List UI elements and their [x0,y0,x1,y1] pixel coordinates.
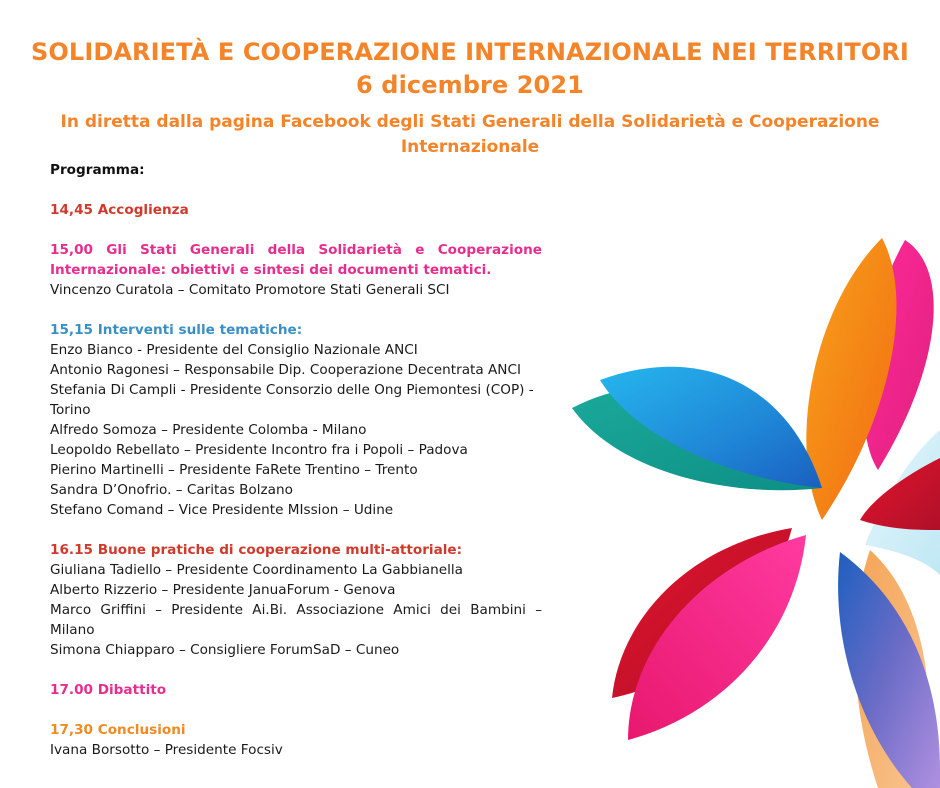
orange-top-petal [806,238,896,520]
speaker-line: Stefania Di Campli - Presidente Consorzio delle Ong Piemontesi (COP) - Torino [50,382,534,418]
speaker-line: Stefano Comand – Vice Presidente MIssion – Udine [50,502,394,518]
event-subtitle: In diretta dalla pagina Facebook degli Stati Generali della Solidarietà e Cooperazione Internazionale [60,112,880,157]
section-stati-generali [50,240,542,300]
speaker-line: Leopoldo Rebellato – Presidente Incontro fra i Popoli – Padova [50,442,468,458]
section-heading: 17.00 Dibattito [50,682,167,698]
speaker-line: Ivana Borsotto – Presidente Focsiv [50,742,283,758]
section-dibattito [50,680,542,700]
section-heading: 15,00 Gli Stati Generali della Solidarietà e Cooperazione Internazionale: obiettivi e sintesi dei documenti tematici. [50,242,542,278]
event-title: SOLIDARIETÀ E COOPERAZIONE INTERNAZIONALE NEI TERRITORI [31,38,909,66]
red-right-petal [860,458,940,530]
speaker-line: Antonio Ragonesi – Responsabile Dip. Cooperazione Decentrata ANCI [50,362,521,378]
speaker-line: Giuliana Tadiello – Presidente Coordinamento La Gabbianella [50,562,463,578]
program-label: Programma: [50,162,145,178]
speaker-line: Vincenzo Curatola – Comitato Promotore Stati Generali SCI [50,282,450,298]
program [50,160,542,780]
header [0,36,940,160]
speaker-line: Sandra D’Onofrio. – Caritas Bolzano [50,482,293,498]
speaker-line: Simona Chiapparo – Consigliere ForumSaD – Cuneo [50,642,400,658]
section-buone-pratiche [50,540,542,660]
section-accoglienza [50,200,542,220]
section-conclusioni [50,720,542,760]
section-heading: 15,15 Interventi sulle tematiche: [50,322,303,338]
section-heading: 17,30 Conclusioni [50,722,186,738]
flower-petals-graphic [560,230,940,788]
event-date: 6 dicembre 2021 [356,71,584,99]
speaker-line: Alberto Rizzerio – Presidente JanuaForum - Genova [50,582,396,598]
speaker-line: Enzo Bianco - Presidente del Consiglio Nazionale ANCI [50,342,418,358]
section-interventi [50,320,542,520]
speaker-line: Alfredo Somoza – Presidente Colomba - Milano [50,422,367,438]
speaker-line: Pierino Martinelli – Presidente FaRete Trentino – Trento [50,462,418,478]
section-heading: 14,45 Accoglienza [50,202,189,218]
speaker-line: Marco Griffini – Presidente Ai.Bi. Associazione Amici dei Bambini – Milano [50,602,542,638]
section-heading: 16.15 Buone pratiche di cooperazione multi-attoriale: [50,542,463,558]
